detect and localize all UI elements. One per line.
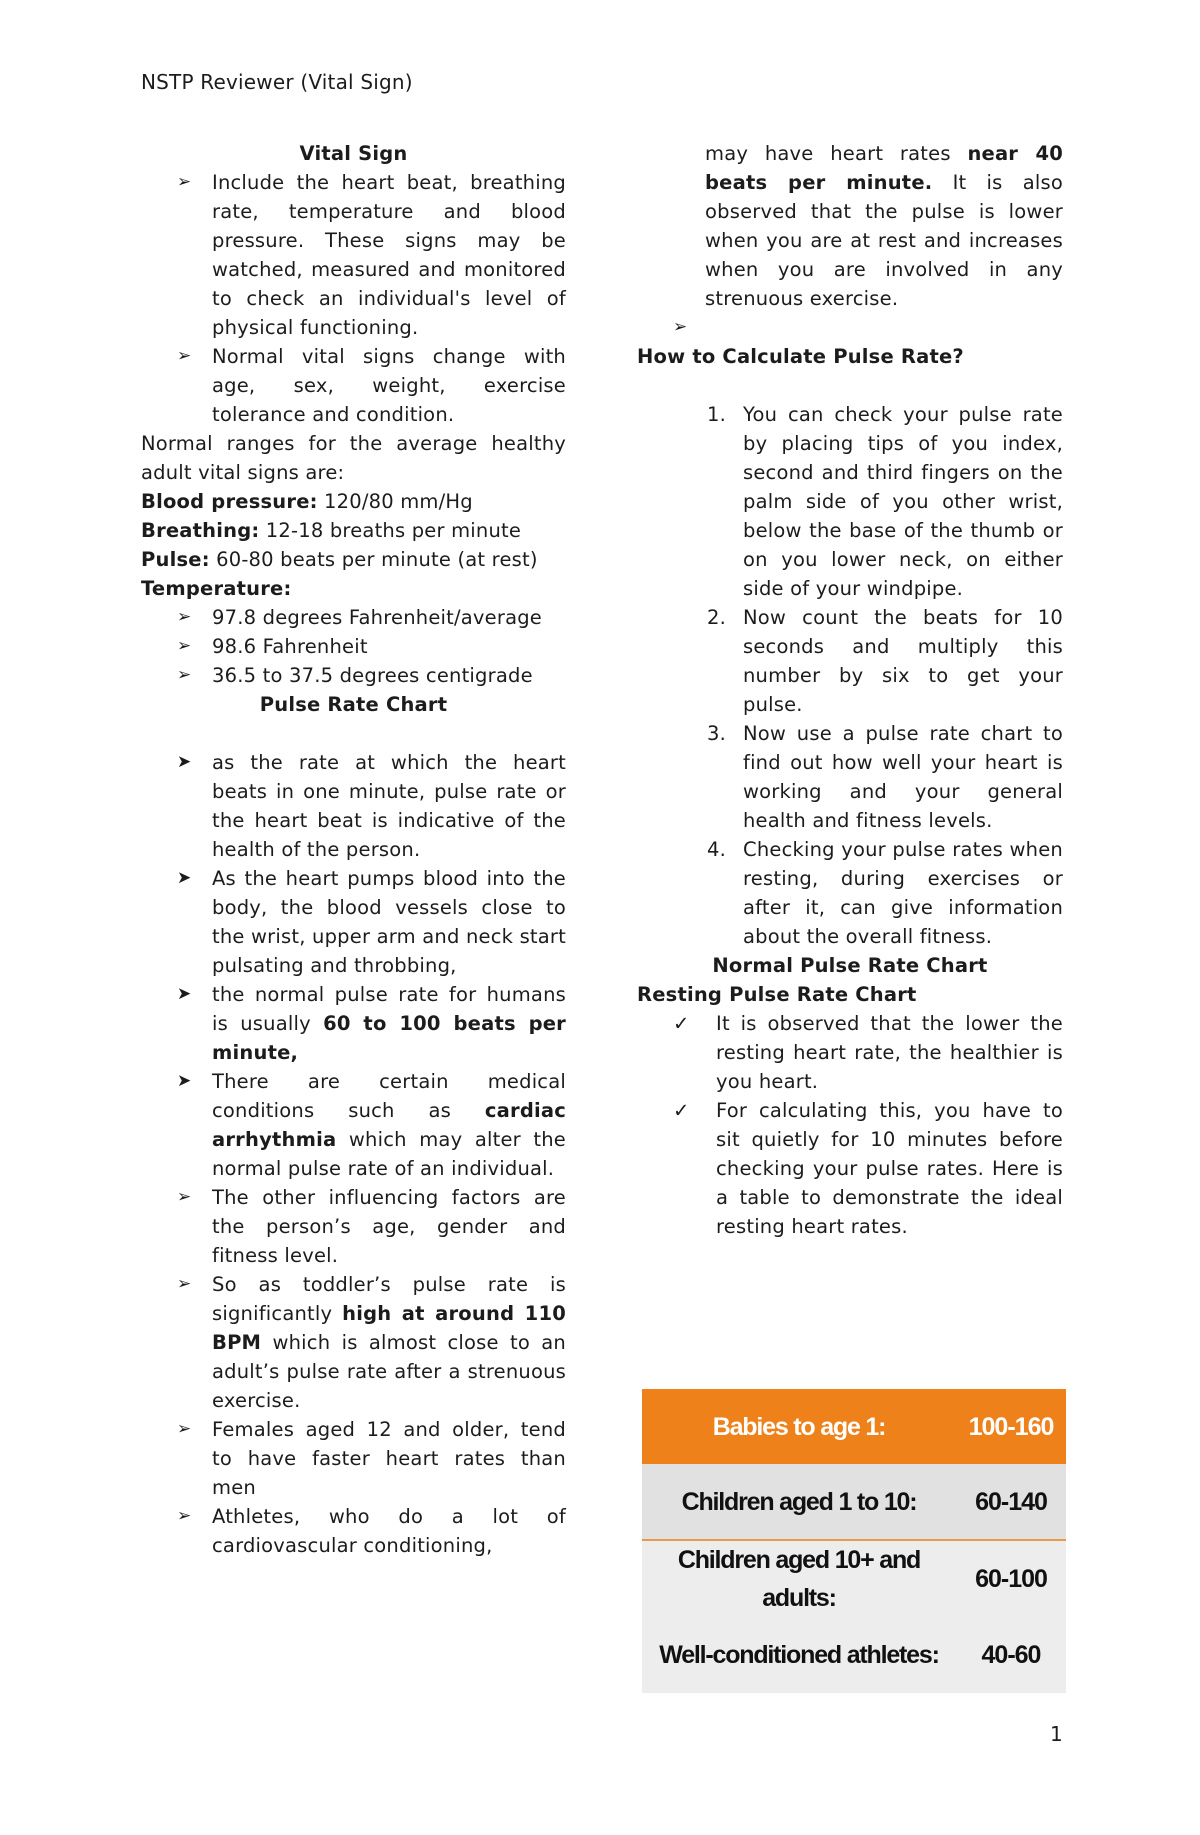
- range-cell: 60-100: [975, 1565, 1047, 1593]
- step-item: 3. Now use a pulse rate chart to find out how well your heart is working and your general health and fitness levels.: [637, 719, 1063, 835]
- page-header: NSTP Reviewer (Vital Sign): [141, 70, 413, 94]
- resting-heart-rate-table: [642, 1389, 1066, 1693]
- checkmark-icon: ✓: [673, 1012, 690, 1035]
- bullet-item: ➢ Females aged 12 and older, tend to have faster heart rates than men: [141, 1415, 566, 1502]
- step-number: 2.: [707, 606, 727, 629]
- arrow-bullet-icon: ➢: [673, 317, 688, 337]
- resting-pulse-chart-title: Resting Pulse Rate Chart: [637, 983, 917, 1006]
- age-group-cell: Babies to age 1:: [712, 1412, 886, 1441]
- arrowhead-bullet-icon: ➤: [177, 868, 192, 888]
- arrow-bullet-icon: ➢: [177, 607, 192, 627]
- arrow-bullet-icon: ➢: [177, 346, 192, 366]
- bullet-item: ➤ As the heart pumps blood into the body, the blood vessels close to the wrist, upper arm and neck start pulsating and throbbing,: [141, 864, 566, 980]
- calculate-pulse-title: How to Calculate Pulse Rate?: [637, 345, 964, 368]
- step-number: 1.: [707, 403, 727, 426]
- temperature-item: ➢ 98.6 Fahrenheit: [141, 632, 566, 661]
- bullet-item: ➢ Include the heart beat, breathing rate, temperature and blood pressure. These signs may be watched, measured and monitored to check an individual's level of physical functioning.: [141, 168, 566, 342]
- breathing-line: Breathing: 12-18 breaths per minute: [141, 519, 522, 542]
- table-row: [642, 1541, 1066, 1617]
- check-item: ✓ It is observed that the lower the resting heart rate, the healthier is you heart.: [637, 1009, 1063, 1096]
- pulse-rate-chart-title: Pulse Rate Chart: [259, 693, 448, 716]
- range-cell: 100-160: [968, 1412, 1054, 1441]
- temperature-item: ➢ 97.8 degrees Fahrenheit/average: [141, 603, 566, 632]
- step-item: 2. Now count the beats for 10 seconds and multiply this number by six to get your pulse.: [637, 603, 1063, 719]
- bullet-item: ➢ Normal vital signs change with age, sex, weight, exercise tolerance and condition.: [141, 342, 566, 429]
- empty-bullet: [637, 313, 1063, 342]
- left-column: [141, 139, 566, 1560]
- age-group-cell: Children aged 10+ and adults:: [677, 1546, 921, 1612]
- range-cell: 60-140: [975, 1487, 1047, 1516]
- arrowhead-bullet-icon: ➤: [177, 1071, 192, 1091]
- arrow-bullet-icon: ➢: [177, 665, 192, 685]
- bullet-item: ➤ as the rate at which the heart beats in one minute, pulse rate or the heart beat is indicative of the health of the person.: [141, 748, 566, 864]
- arrow-bullet-icon: ➢: [177, 1506, 192, 1526]
- table-row: [642, 1389, 1066, 1464]
- check-item: ✓ For calculating this, you have to sit quietly for 10 minutes before checking your pulse rates. Here is a table to demonstrate the ideal resting heart rates.: [637, 1096, 1063, 1241]
- blood-pressure-line: Blood pressure: 120/80 mm/Hg: [141, 490, 473, 513]
- age-group-cell: Well-conditioned athletes:: [659, 1641, 939, 1669]
- continued-bullet: may have heart rates near 40 beats per minute. It is also observed that the pulse is lower when you are at rest and increases when you are involved in any strenuous exercise.: [705, 142, 1063, 310]
- arrow-bullet-icon: ➢: [177, 1419, 192, 1439]
- normal-pulse-chart-title: Normal Pulse Rate Chart: [712, 954, 988, 977]
- page-number: 1: [1050, 1722, 1063, 1746]
- step-item: 1. You can check your pulse rate by placing tips of you index, second and third fingers on the palm side of you other wrist, below the base of the thumb or on you lower neck, on either side of your windpipe.: [637, 400, 1063, 603]
- arrow-bullet-icon: ➢: [177, 636, 192, 656]
- vital-sign-title: Vital Sign: [299, 142, 408, 165]
- arrowhead-bullet-icon: ➤: [177, 752, 192, 772]
- temperature-label: Temperature:: [141, 577, 292, 600]
- age-group-cell: Children aged 1 to 10:: [681, 1487, 917, 1516]
- arrow-bullet-icon: ➢: [177, 1274, 192, 1294]
- step-number: 4.: [707, 838, 727, 861]
- bullet-item: ➢ The other influencing factors are the person’s age, gender and fitness level.: [141, 1183, 566, 1270]
- pulse-line: Pulse: 60-80 beats per minute (at rest): [141, 548, 538, 571]
- bullet-item: ➢ Athletes, who do a lot of cardiovascular conditioning,: [141, 1502, 566, 1560]
- table-row: [642, 1464, 1066, 1541]
- temperature-item: ➢ 36.5 to 37.5 degrees centigrade: [141, 661, 566, 690]
- step-item: 4. Checking your pulse rates when resting, during exercises or after it, can give information about the overall fitness.: [637, 835, 1063, 951]
- table-row: [642, 1617, 1066, 1693]
- arrow-bullet-icon: ➢: [177, 172, 192, 192]
- checkmark-icon: ✓: [673, 1099, 690, 1122]
- normal-ranges-intro: Normal ranges for the average healthy adult vital signs are:: [141, 432, 566, 484]
- right-column: [637, 139, 1063, 1241]
- arrowhead-bullet-icon: ➤: [177, 984, 192, 1004]
- step-number: 3.: [707, 722, 727, 745]
- arrow-bullet-icon: ➢: [177, 1187, 192, 1207]
- bullet-item: ➤ the normal pulse rate for humans is usually 60 to 100 beats per minute,: [141, 980, 566, 1067]
- bullet-item: ➤ There are certain medical conditions such as cardiac arrhythmia which may alter the normal pulse rate of an individual.: [141, 1067, 566, 1183]
- bullet-item: ➢ So as toddler’s pulse rate is significantly high at around 110 BPM which is almost close to an adult’s pulse rate after a strenuous exercise.: [141, 1270, 566, 1415]
- range-cell: 40-60: [981, 1641, 1041, 1669]
